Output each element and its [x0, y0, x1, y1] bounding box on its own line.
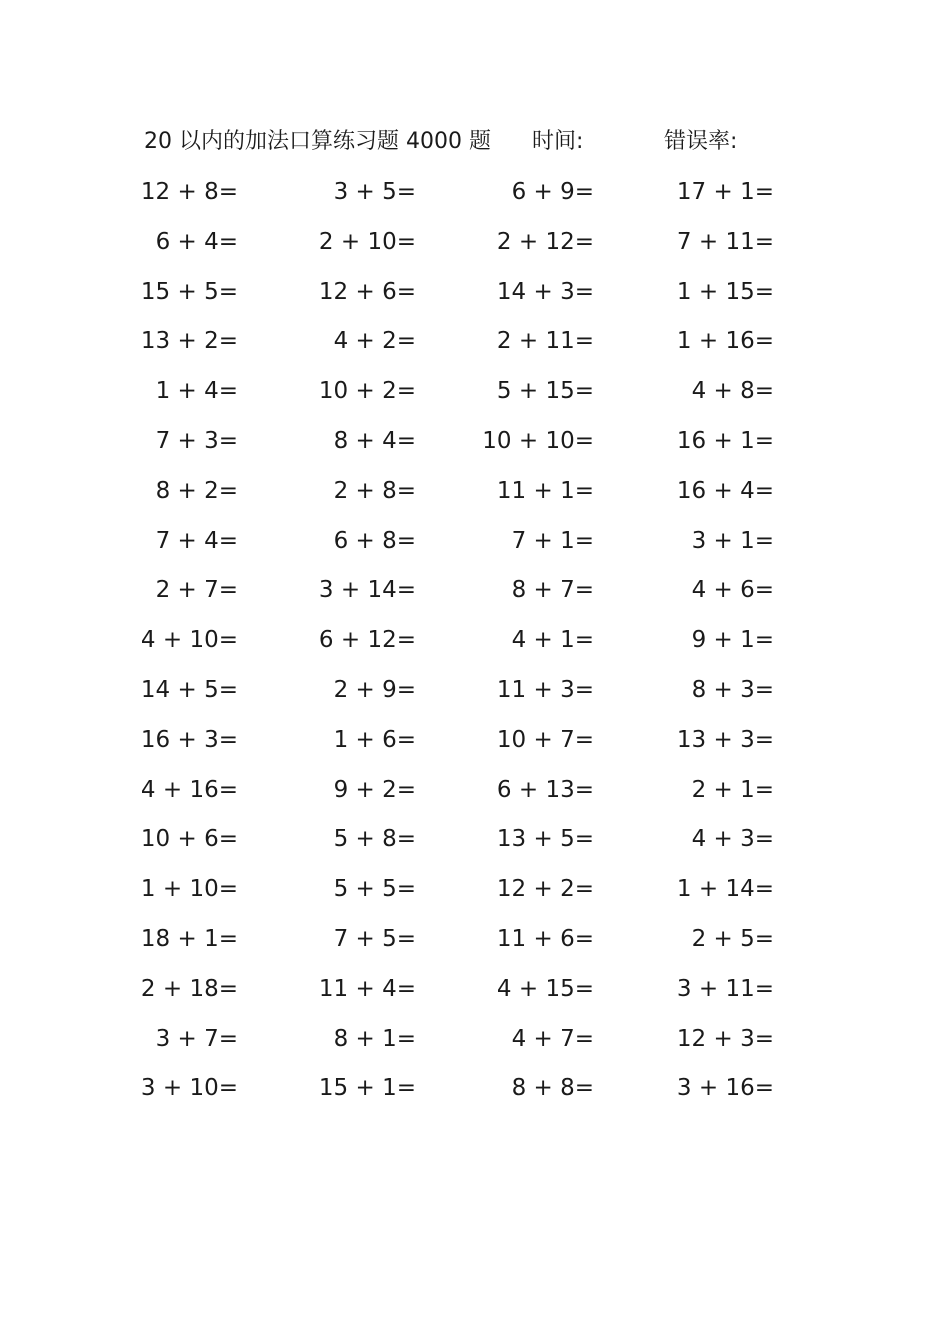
problem-item: 3 + 16= [676, 1075, 774, 1102]
problem-item: 2 + 11= [496, 328, 594, 355]
problem-row [0, 1068, 950, 1118]
problem-row [0, 969, 950, 1019]
problem-item: 15 + 5= [140, 278, 238, 305]
problem-item: 10 + 7= [496, 726, 594, 753]
problem-grid [0, 172, 950, 1118]
problem-item: 3 + 14= [318, 577, 416, 604]
problem-item: 11 + 6= [496, 925, 594, 952]
problem-item: 7 + 11= [676, 228, 774, 255]
problem-row [0, 172, 950, 222]
problem-item: 2 + 1= [691, 776, 774, 803]
problem-row [0, 272, 950, 322]
problem-item: 3 + 5= [333, 179, 416, 205]
problem-item: 8 + 7= [511, 577, 594, 604]
problem-item: 4 + 16= [140, 776, 238, 803]
problem-item: 14 + 3= [496, 278, 594, 305]
problem-item: 16 + 1= [676, 427, 774, 454]
problem-row [0, 570, 950, 620]
problem-item: 6 + 12= [318, 627, 416, 654]
problem-row [0, 869, 950, 919]
problem-item: 8 + 8= [511, 1075, 594, 1102]
problem-item: 15 + 1= [318, 1075, 416, 1102]
problem-item: 13 + 3= [676, 726, 774, 753]
problem-item: 3 + 7= [155, 1025, 238, 1052]
problem-item: 16 + 3= [140, 726, 238, 753]
problem-row [0, 620, 950, 670]
problem-item: 12 + 6= [318, 278, 416, 305]
problem-item: 4 + 1= [511, 627, 594, 654]
problem-item: 1 + 10= [140, 876, 238, 903]
problem-item: 10 + 2= [318, 378, 416, 405]
problem-item: 12 + 8= [140, 179, 238, 205]
problem-item: 3 + 10= [140, 1075, 238, 1102]
problem-row [0, 371, 950, 421]
time-label: 时间: [532, 129, 584, 154]
problem-item: 2 + 9= [333, 676, 416, 703]
problem-item: 3 + 1= [691, 527, 774, 554]
error-rate-label: 错误率: [664, 129, 738, 154]
problem-item: 5 + 5= [333, 876, 416, 903]
problem-item: 17 + 1= [676, 179, 774, 205]
problem-item: 14 + 5= [140, 676, 238, 703]
problem-item: 2 + 10= [318, 228, 416, 255]
problem-row [0, 720, 950, 770]
problem-item: 1 + 16= [676, 328, 774, 355]
problem-row [0, 670, 950, 720]
problem-item: 1 + 14= [676, 876, 774, 903]
problem-item: 8 + 4= [333, 427, 416, 454]
problem-item: 4 + 15= [496, 975, 594, 1002]
worksheet-header [0, 124, 950, 160]
problem-item: 8 + 1= [333, 1025, 416, 1052]
problem-item: 16 + 4= [676, 477, 774, 504]
problem-row [0, 770, 950, 820]
problem-item: 5 + 8= [333, 826, 416, 853]
problem-item: 1 + 6= [333, 726, 416, 753]
problem-row [0, 521, 950, 571]
problem-item: 9 + 1= [691, 627, 774, 654]
problem-item: 7 + 1= [511, 527, 594, 554]
problem-row [0, 321, 950, 371]
problem-item: 10 + 6= [140, 826, 238, 853]
problem-item: 10 + 10= [482, 427, 594, 454]
problem-item: 11 + 3= [496, 676, 594, 703]
problem-item: 6 + 9= [511, 179, 594, 205]
problem-item: 4 + 7= [511, 1025, 594, 1052]
problem-item: 2 + 8= [333, 477, 416, 504]
problem-item: 6 + 13= [496, 776, 594, 803]
problem-item: 3 + 11= [676, 975, 774, 1002]
problem-item: 6 + 8= [333, 527, 416, 554]
problem-row [0, 471, 950, 521]
problem-item: 7 + 5= [333, 925, 416, 952]
problem-row [0, 222, 950, 272]
problem-item: 1 + 4= [155, 378, 238, 405]
problem-row [0, 421, 950, 471]
problem-item: 18 + 1= [140, 925, 238, 952]
problem-item: 4 + 3= [691, 826, 774, 853]
problem-item: 9 + 2= [333, 776, 416, 803]
problem-item: 8 + 2= [155, 477, 238, 504]
problem-row [0, 1019, 950, 1069]
problem-item: 11 + 1= [496, 477, 594, 504]
problem-item: 13 + 2= [140, 328, 238, 355]
problem-item: 4 + 2= [333, 328, 416, 355]
problem-row [0, 919, 950, 969]
problem-item: 13 + 5= [496, 826, 594, 853]
problem-item: 6 + 4= [155, 228, 238, 255]
problem-item: 7 + 4= [155, 527, 238, 554]
problem-item: 2 + 7= [155, 577, 238, 604]
problem-item: 4 + 10= [140, 627, 238, 654]
problem-item: 12 + 3= [676, 1025, 774, 1052]
problem-item: 2 + 5= [691, 925, 774, 952]
problem-item: 2 + 12= [496, 228, 594, 255]
problem-row [0, 819, 950, 869]
problem-item: 12 + 2= [496, 876, 594, 903]
problem-item: 11 + 4= [318, 975, 416, 1002]
problem-item: 4 + 6= [691, 577, 774, 604]
problem-item: 1 + 15= [676, 278, 774, 305]
problem-item: 5 + 15= [496, 378, 594, 405]
worksheet-title: 20 以内的加法口算练习题 4000 题 [144, 129, 491, 154]
problem-item: 8 + 3= [691, 676, 774, 703]
problem-item: 7 + 3= [155, 427, 238, 454]
problem-item: 4 + 8= [691, 378, 774, 405]
problem-item: 2 + 18= [140, 975, 238, 1002]
